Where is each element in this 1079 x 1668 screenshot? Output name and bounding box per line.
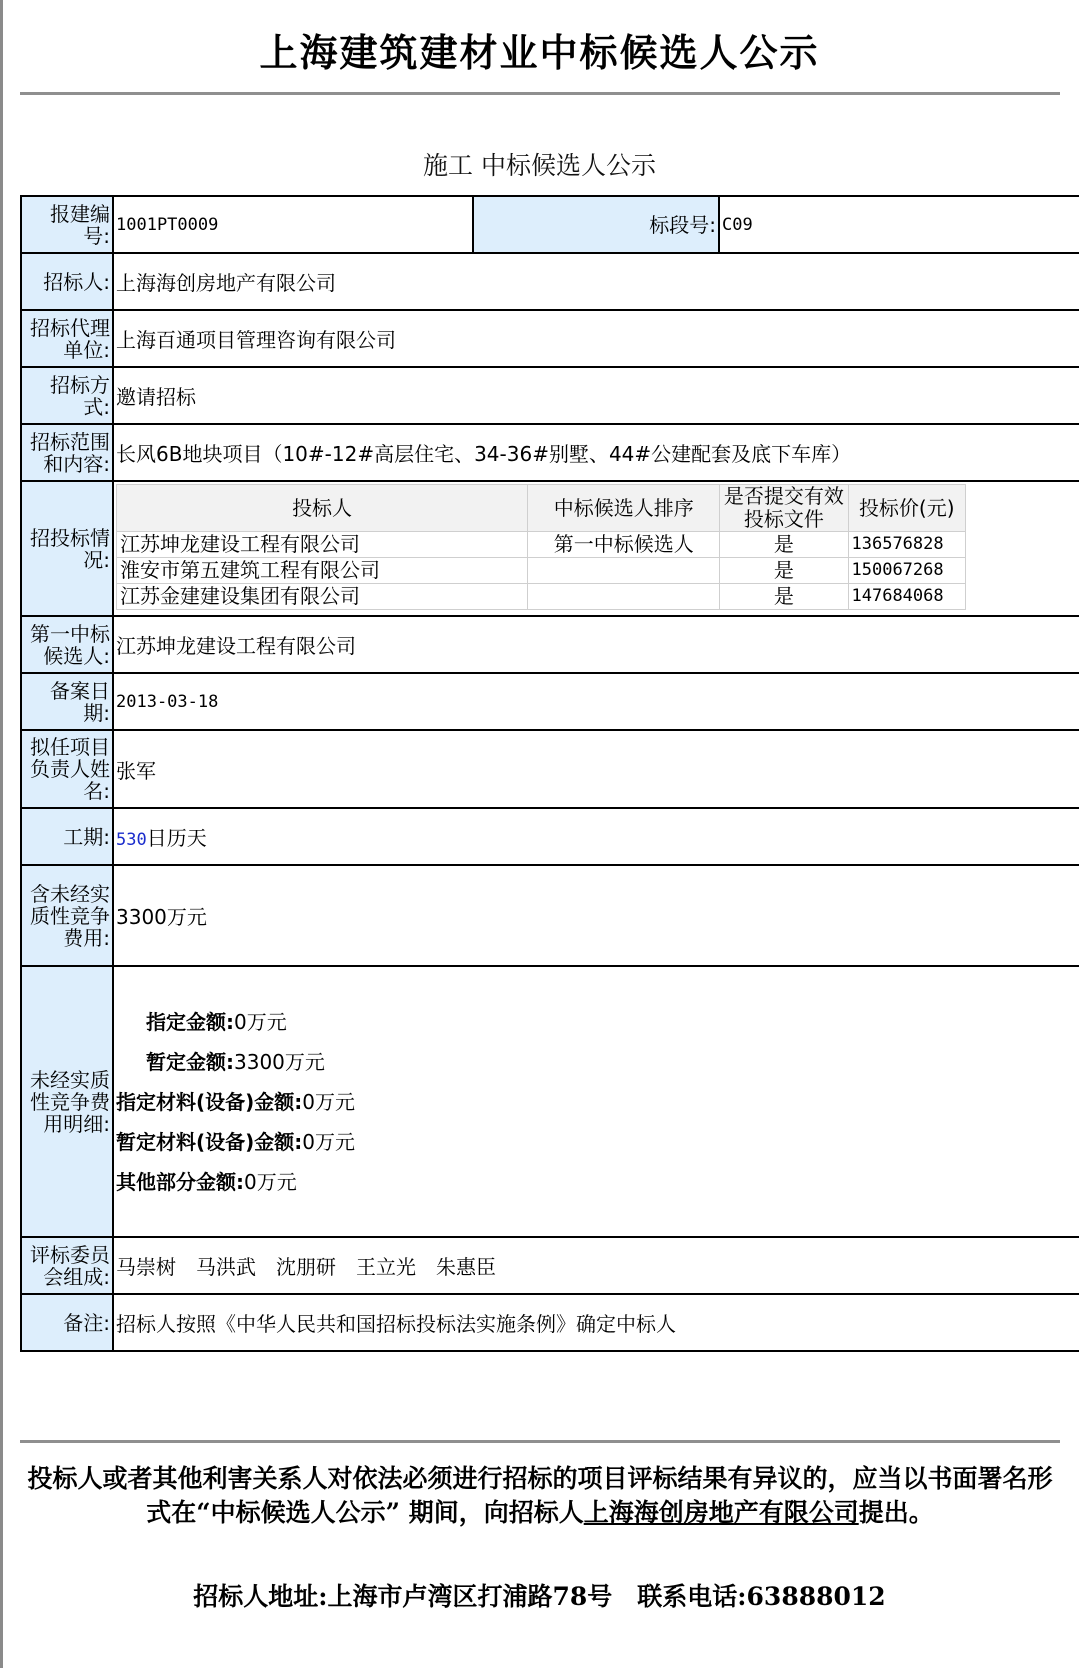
bid-valid: 是 <box>720 532 848 558</box>
bid-price: 147684068 <box>848 584 966 610</box>
noncompetitive-value: 3300万元 <box>113 865 1079 966</box>
manager-label: 拟任项目负责人姓名: <box>21 730 113 808</box>
detail-value: 3300万元 <box>234 1049 325 1074</box>
detail-label: 暂定材料(设备)金额: <box>116 1129 303 1154</box>
detail-provisional-material <box>116 1128 1078 1156</box>
remark-value: 招标人按照《中华人民共和国招标投标法实施条例》确定中标人 <box>113 1294 1079 1351</box>
detail-designated-amount <box>116 1008 1078 1036</box>
bid-header-valid: 是否提交有效投标文件 <box>720 485 848 532</box>
bid-status-label: 招投标情况: <box>21 481 113 616</box>
detail-provisional-amount <box>116 1048 1078 1076</box>
row-noncompetitive <box>21 865 1079 966</box>
bid-bidder: 江苏坤龙建设工程有限公司 <box>117 532 528 558</box>
bid-price: 150067268 <box>848 558 966 584</box>
row-record-date <box>21 673 1079 730</box>
tenderer-label: 招标人: <box>21 253 113 310</box>
footer-divider <box>20 1440 1060 1443</box>
detail-label: 指定金额: <box>146 1009 234 1034</box>
notice-tenderer: 上海海创房地产有限公司 <box>583 1498 859 1527</box>
method-label: 招标方式: <box>21 367 113 424</box>
duration-unit: 日历天 <box>146 826 207 850</box>
bid-bidder: 淮安市第五建筑工程有限公司 <box>117 558 528 584</box>
row-committee <box>21 1237 1079 1294</box>
bid-header-price: 投标价(元) <box>848 485 966 532</box>
manager-value: 张军 <box>113 730 1079 808</box>
duration-label: 工期: <box>21 808 113 865</box>
detail-designated-material <box>116 1088 1078 1116</box>
page-subtitle: 施工 中标候选人公示 <box>423 151 656 180</box>
objection-notice <box>25 1462 1055 1530</box>
scope-value: 长风6B地块项目（10#-12#高层住宅、34-36#别墅、44#公建配套及底下车库） <box>113 424 1079 481</box>
detail-value: 0万元 <box>244 1169 297 1194</box>
agency-value: 上海百通项目管理咨询有限公司 <box>113 310 1079 367</box>
detail-value: 0万元 <box>302 1129 356 1154</box>
project-no-value: 1001PT0009 <box>113 196 473 253</box>
bid-rank <box>528 584 720 610</box>
row-first-candidate <box>21 616 1079 673</box>
bid-table <box>116 484 966 610</box>
title-divider <box>20 92 1060 95</box>
row-scope <box>21 424 1079 481</box>
window-left-border <box>0 0 3 1668</box>
duration-days: 530 <box>116 830 147 850</box>
bid-header-bidder: 投标人 <box>117 485 528 532</box>
bid-price: 136576828 <box>848 532 966 558</box>
row-tenderer <box>21 253 1079 310</box>
noncompetitive-label: 含未经实质性竞争费用: <box>21 865 113 966</box>
committee-value: 马崇树 马洪武 沈朋研 王立光 朱惠臣 <box>113 1237 1079 1294</box>
row-duration <box>21 808 1079 865</box>
bid-header-rank: 中标候选人排序 <box>528 485 720 532</box>
bid-row <box>117 558 966 584</box>
bid-status-cell <box>113 481 1079 616</box>
bid-rank <box>528 558 720 584</box>
details-cell <box>113 966 1079 1237</box>
first-candidate-value: 江苏坤龙建设工程有限公司 <box>113 616 1079 673</box>
bid-bidder: 江苏金建建设集团有限公司 <box>117 584 528 610</box>
row-remark <box>21 1294 1079 1351</box>
page-title: 上海建筑建材业中标候选人公示 <box>259 30 820 75</box>
detail-value: 0万元 <box>234 1009 287 1034</box>
project-no-label: 报建编号: <box>21 196 113 253</box>
bid-valid: 是 <box>720 558 848 584</box>
bid-row <box>117 532 966 558</box>
details-label: 未经实质性竞争费用明细: <box>21 966 113 1237</box>
remark-label: 备注: <box>21 1294 113 1351</box>
detail-label: 暂定金额: <box>146 1049 234 1074</box>
bid-valid: 是 <box>720 584 848 610</box>
committee-label: 评标委员会组成: <box>21 1237 113 1294</box>
notice-text: 投标人或者其他利害关系人对依法必须进行招标的项目评标结果有异议的，应当以书面署名形式在“中标候选人公示” 期间，向招标人 <box>27 1464 1053 1527</box>
announcement-table <box>20 195 1079 1352</box>
row-method <box>21 367 1079 424</box>
notice-text-end: 提出。 <box>858 1498 934 1527</box>
duration-value <box>113 808 1079 865</box>
agency-label: 招标代理单位: <box>21 310 113 367</box>
detail-value: 0万元 <box>302 1089 356 1114</box>
row-details <box>21 966 1079 1237</box>
bid-table-header <box>117 485 966 532</box>
tenderer-value: 上海海创房地产有限公司 <box>113 253 1079 310</box>
detail-other-amount <box>116 1168 1078 1196</box>
scope-label: 招标范围和内容: <box>21 424 113 481</box>
record-date-label: 备案日期: <box>21 673 113 730</box>
record-date-value: 2013-03-18 <box>113 673 1079 730</box>
detail-label: 其他部分金额: <box>116 1169 244 1194</box>
section-no-label: 标段号: <box>473 196 719 253</box>
bid-row <box>117 584 966 610</box>
first-candidate-label: 第一中标候选人: <box>21 616 113 673</box>
row-manager <box>21 730 1079 808</box>
bid-rank: 第一中标候选人 <box>528 532 720 558</box>
tenderer-address: 招标人地址:上海市卢湾区打浦路78号 联系电话:63888012 <box>193 1582 886 1611</box>
detail-label: 指定材料(设备)金额: <box>116 1089 303 1114</box>
section-no-value: C09 <box>719 196 1079 253</box>
row-bid-status <box>21 481 1079 616</box>
row-project-no <box>21 196 1079 253</box>
method-value: 邀请招标 <box>113 367 1079 424</box>
row-agency <box>21 310 1079 367</box>
